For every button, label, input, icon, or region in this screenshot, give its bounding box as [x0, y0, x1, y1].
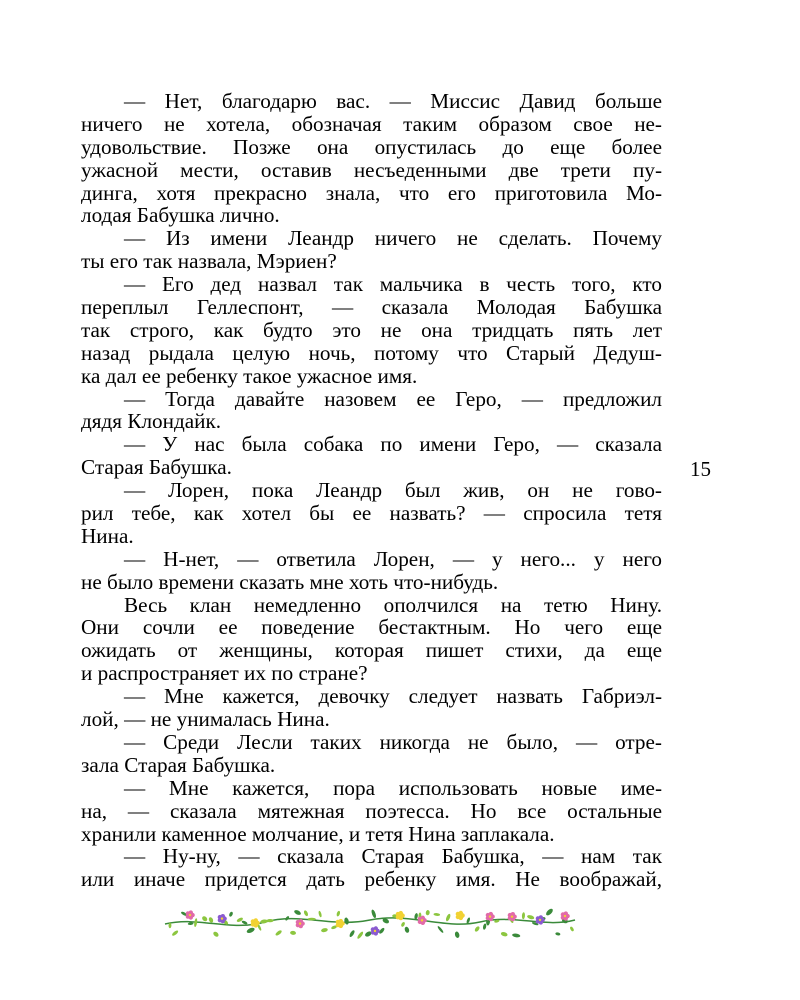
- text-line: ты его так назвала, Мэриен?: [81, 249, 337, 274]
- text-line: — Тогда давайте назовем ее Геро, — предложил: [124, 386, 662, 411]
- text-line: Они сочли ее поведение бестактным. Но чего еще: [81, 615, 662, 640]
- text-line: дядя Клондайк.: [81, 409, 222, 434]
- text-line: на, — сказала мятежная поэтесса. Но все остальные: [81, 798, 662, 823]
- text-line: Старая Бабушка.: [81, 455, 232, 480]
- text-line: хранили каменное молчание, и тетя Нина заплакала.: [81, 821, 555, 846]
- text-line: зала Старая Бабушка.: [81, 752, 276, 777]
- text-line: — Его дед назвал так мальчика в честь того, кто: [124, 272, 662, 297]
- text-line: — Лорен, пока Леандр был жив, он не гово-: [124, 478, 662, 503]
- text-line: ка дал ее ребенку такое ужасное имя.: [81, 363, 418, 388]
- text-line: лодая Бабушка лично.: [81, 203, 280, 228]
- text-line: — Среди Лесли таких никогда не было, — отре-: [124, 729, 662, 754]
- text-line: назад рыдала целую ночь, потому что Старый Дедуш-: [81, 340, 662, 365]
- text-line: или иначе придется дать ребенку имя. Не воображай,: [81, 867, 662, 892]
- text-line: — У нас была собака по имени Геро, — сказала: [124, 432, 662, 457]
- text-line: не было времени сказать мне хоть что-нибудь.: [81, 569, 499, 594]
- page-number: 15: [690, 457, 711, 481]
- text-line: ужасной мести, оставив несъеденными две трети пу-: [81, 157, 662, 182]
- text-line: Нина.: [81, 523, 134, 548]
- text-line: динга, хотя прекрасно знала, что его приготовила Мо-: [81, 180, 662, 205]
- text-line: — Н-нет, — ответила Лорен, — у него... у него: [124, 546, 662, 571]
- text-line: переплыл Геллеспонт, — сказала Молодая Бабушка: [81, 295, 662, 320]
- text-line: — Из имени Леандр ничего не сделать. Почему: [124, 226, 662, 251]
- text-line: и распространяет их по стране?: [81, 661, 368, 686]
- text-line: ничего не хотела, обозначая таким образом свое не-: [81, 111, 662, 136]
- text-line: Весь клан немедленно ополчился на тетю Нину.: [124, 592, 662, 617]
- text-line: — Нет, благодарю вас. — Миссис Давид больше: [124, 89, 662, 113]
- floral-ornament: [160, 898, 580, 948]
- text-line: — Мне кажется, девочку следует назвать Габриэл-: [124, 684, 662, 709]
- text-line: рил тебе, как хотел бы ее назвать? — спросила тетя: [81, 501, 662, 526]
- text-line: — Ну-ну, — сказала Старая Бабушка, — нам так: [124, 844, 662, 869]
- text-line: лой, — не унималась Нина.: [81, 707, 330, 732]
- text-line: ожидать от женщины, которая пишет стихи, да еще: [81, 638, 662, 663]
- text-line: удовольствие. Позже она опустилась до еще более: [81, 134, 662, 159]
- text-line: так строго, как будто это не она тридцать пять лет: [81, 317, 662, 342]
- text-line: — Мне кажется, пора использовать новые име-: [124, 775, 662, 800]
- body-text: [81, 90, 662, 891]
